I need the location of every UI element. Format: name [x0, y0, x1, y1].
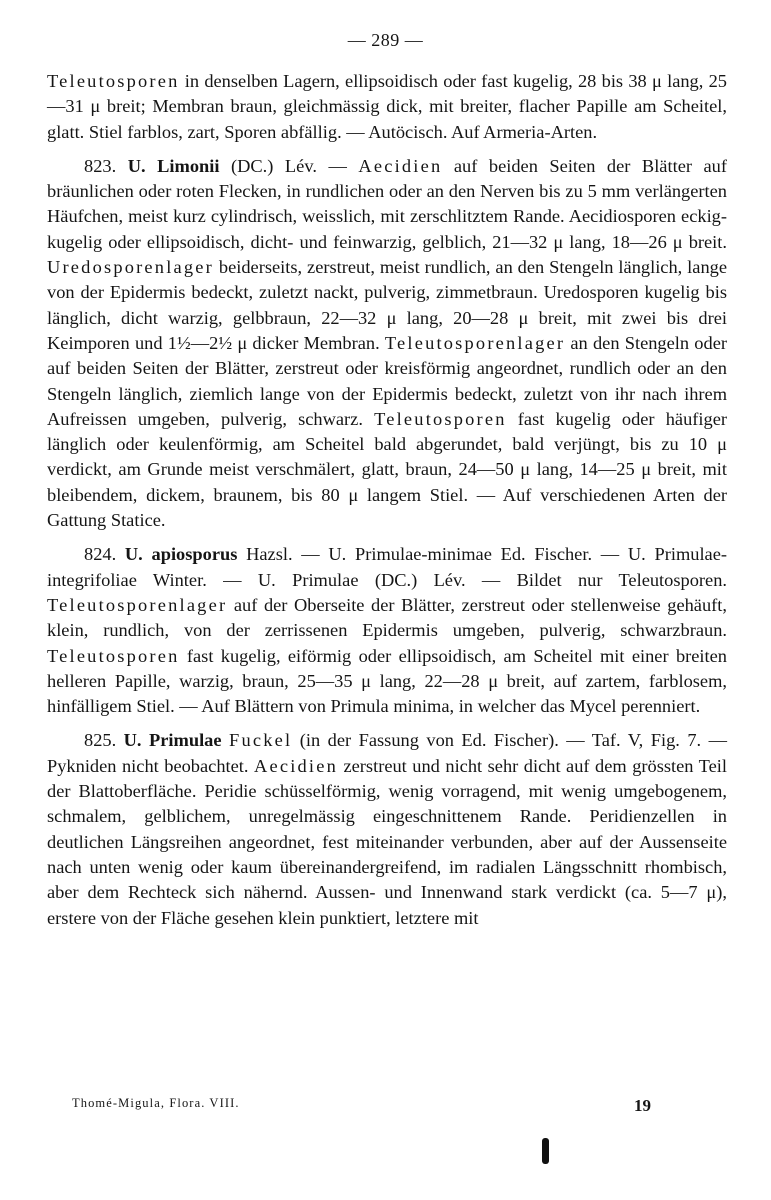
species-name: Primulae	[149, 730, 222, 751]
text: auf der Oberseite der Blätter, zerstreut oder stellenweise gehäuft, klein, rundlich, von der zerrissenen Epidermis umgeben, pulverig, schwarzbraun.	[47, 594, 727, 641]
author-name: Fuckel	[229, 730, 293, 751]
text: fast kugelig, eiförmig oder ellipsoidisch, am Scheitel mit einer breiten helleren Papille, warzig, braun, 25—35 μ lang, 22—28 μ breit, auf zartem, farblosem, hinfälligem Stiel. — Auf Blättern von Primula minima, in welcher das Mycel perenniert.	[47, 645, 727, 717]
entry-823	[47, 154, 727, 533]
term: Teleutosporen	[47, 645, 180, 666]
text: Hazsl. — U. Primulae-minimae Ed. Fischer. — U. Primulae-integrifoliae Winter. — U. Primulae (DC.) Lév. — Bildet nur Teleutosporen.	[47, 544, 728, 590]
term: Teleutosporen	[47, 71, 180, 91]
entry-number: 825.	[84, 730, 124, 751]
entry-number: 824.	[84, 544, 125, 565]
term: Aecidien	[254, 755, 338, 776]
signature-mark: 19	[634, 1096, 651, 1115]
genus-abbrev: U.	[127, 155, 158, 176]
text	[222, 730, 229, 750]
species-name: apiosporus	[151, 544, 238, 565]
paragraph-teleutosporen-continuation	[47, 69, 727, 145]
term: Aecidien	[358, 155, 443, 176]
text: fast kugelig oder häufiger länglich oder keulenförmig, am Scheitel bald abgerundet, bald verjüngt, bis zu 10 μ verdickt, am Grunde meist verschmälert, glatt, braun, 24—50 μ lang, 14—25 μ breit, mit bleibendem, dickem, braunem, bis 80 μ langem Stiel. — Auf verschiedenen Arten der Gattung Statice.	[47, 408, 727, 531]
species-name: Limonii	[157, 155, 220, 176]
page-number: — 289 —	[347, 30, 424, 50]
text: an den Stengeln oder auf beiden Seiten der Blätter, zerstreut oder kreisförmig angeordnet, rundlich oder an den Stengeln länglich, ziemlich lange von der Epidermis bedeckt, zuletzt von ihr nach ihrem Aufreissen umgeben, pulverig, schwarz.	[47, 332, 727, 429]
term: Teleutosporen	[374, 408, 507, 429]
text: in denselben Lagern, ellipsoidisch oder fast kugelig, 28 bis 38 μ lang, 25—31 μ breit; Membran braun, gleichmässig dick, mit breiter, flacher Papille am Scheitel, glatt. Stiel farblos, zart, Sporen abfällig. — Autöcisch. Auf Armeria-Arten.	[47, 71, 727, 142]
term: Uredosporenlager	[47, 257, 214, 278]
term: Teleutosporenlager	[47, 594, 228, 615]
text: beiderseits, zerstreut, meist rundlich, an den Stengeln länglich, lange von der Epidermis bedeckt, zuletzt nackt, pulverig, zimmetbraun. Uredosporen kugelig bis länglich, dicht warzig, gelbbraun, 22—32 μ lang, 20—28 μ breit, mit zwei bis drei Keimporen und 1½—2½ μ dicker Membran.	[47, 257, 727, 353]
term: Teleutosporenlager	[384, 332, 566, 353]
text: (in der Fassung von Ed. Fischer). — Taf. V, Fig. 7. — Pykniden nicht beobachtet.	[47, 730, 727, 776]
entry-825	[47, 728, 727, 930]
footer-source: Thomé-Migula, Flora. VIII.	[72, 1096, 240, 1110]
text: zerstreut und nicht sehr dicht auf dem grössten Teil der Blattoberfläche. Peridie schüsselförmig, wenig vorragend, mit wenig umgebogenem, schmalem, gelblichem, unregelmässig eingeschnittenem Rande. Peridienzellen in deutlichen Längsreihen angeordnet, fest miteinander verbunden, aber auf der Aussenseite nach unten wenig oder kaum übereinandergreifend, im radialen Längsschnitt rhombisch, aber dem Rechteck sich nähernd. Aussen- und Innenwand stark verdickt (ca. 5—7 μ), erstere von der Fläche gesehen klein punktiert, letztere mit	[47, 755, 727, 928]
genus-abbrev: U.	[123, 730, 150, 751]
entry-number: 823.	[84, 155, 128, 176]
page-body	[47, 69, 727, 940]
entry-824	[47, 542, 727, 719]
genus-abbrev: U.	[124, 544, 152, 565]
ink-blot	[542, 1138, 549, 1164]
text: auf beiden Seiten der Blätter auf bräunlichen oder roten Flecken, in rundlichen oder an den Nerven bis zu 5 mm verlängerten Häufchen, meist kurz cylindrisch, weisslich, mit zerschlitztem Rande. Aecidiosporen eckig-kugelig oder ellipsoidisch, dicht- und feinwarzig, gelblich, 21—32 μ lang, 18—26 μ breit.	[47, 155, 727, 252]
text: (DC.) Lév. —	[219, 155, 359, 176]
